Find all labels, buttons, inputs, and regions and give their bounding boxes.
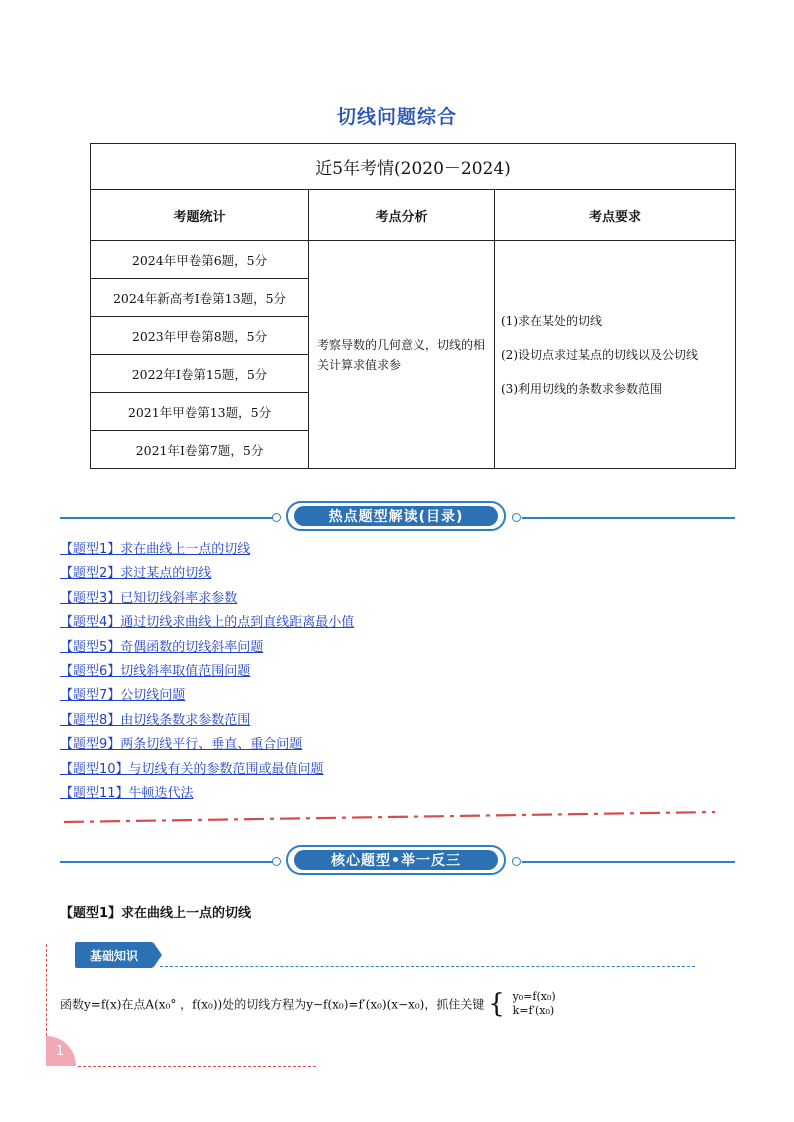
dash-dot-divider	[60, 806, 720, 826]
analysis-cell: 考察导数的几何意义，切线的相关计算求值求参	[309, 241, 495, 469]
basics-dashed-line	[160, 966, 695, 967]
page-number: 1	[56, 1043, 65, 1059]
stat-row: 2021年甲卷第13题，5分	[91, 393, 309, 431]
stat-row: 2021年I卷第7题，5分	[91, 431, 309, 469]
toc-link-7[interactable]: 【题型7】公切线问题	[60, 688, 186, 704]
formula-text: 函数y=f(x)在点A(x₀° ，f(x₀))处的切线方程为y−f(x₀)=f′(x₀)(x−x₀)，抓住关键	[60, 997, 485, 1012]
requirement-item: (1)求在某处的切线	[501, 313, 602, 328]
toc-link-8[interactable]: 【题型8】由切线条数求参数范围	[60, 712, 251, 728]
topic-toc	[60, 540, 354, 808]
stat-row: 2022年I卷第15题，5分	[91, 355, 309, 393]
banner-label: 核心题型•举一反三	[294, 850, 498, 870]
stat-row: 2024年新高考I卷第13题，5分	[91, 279, 309, 317]
formula-line-1: y₀=f(x₀)	[512, 990, 556, 1003]
formula-system	[513, 990, 556, 1018]
stat-row: 2023年甲卷第8题，5分	[91, 317, 309, 355]
page-number-badge	[46, 1036, 76, 1066]
stat-row: 2024年甲卷第6题，5分	[91, 241, 309, 279]
toc-link-2[interactable]: 【题型2】求过某点的切线	[60, 566, 212, 582]
header-stats: 考题统计	[91, 190, 309, 241]
frame-dashed-left	[46, 944, 47, 1036]
banner-pill	[286, 845, 506, 875]
toc-link-11[interactable]: 【题型11】牛顿迭代法	[60, 785, 194, 801]
banner-line-right	[522, 861, 735, 863]
requirements-cell	[495, 241, 736, 469]
banner-line-left	[60, 861, 274, 863]
header-requirements: 考点要求	[495, 190, 736, 241]
toc-link-10[interactable]: 【题型10】与切线有关的参数范围或最值问题	[60, 761, 324, 777]
banner-dot-right	[512, 857, 521, 866]
toc-link-9[interactable]: 【题型9】两条切线平行、垂直、重合问题	[60, 737, 303, 753]
frame-dashed-bottom	[78, 1066, 316, 1067]
basics-label: 基础知识	[89, 948, 138, 963]
header-analysis: 考点分析	[309, 190, 495, 241]
document-title: 切线问题综合	[336, 106, 457, 128]
banner-label: 热点题型解读(目录)	[294, 506, 498, 526]
toc-link-1[interactable]: 【题型1】求在曲线上一点的切线	[60, 542, 251, 557]
banner-dot-left	[272, 857, 281, 866]
banner-core-topics	[0, 844, 794, 880]
section-title: 【题型1】求在曲线上一点的切线	[60, 906, 252, 921]
banner-hot-topics	[0, 500, 794, 536]
toc-link-6[interactable]: 【题型6】切线斜率取值范围问题	[60, 663, 251, 679]
banner-pill	[286, 501, 506, 531]
banner-line-right	[522, 517, 735, 519]
banner-dot-left	[272, 513, 281, 522]
basics-tag	[75, 942, 153, 968]
brace-icon: {	[488, 989, 505, 1019]
requirement-item: (2)设切点求过某点的切线以及公切线	[501, 347, 698, 362]
toc-link-4[interactable]: 【题型4】通过切线求曲线上的点到直线距离最小值	[60, 615, 355, 631]
formula-line-2: k=f′(x₀)	[512, 1004, 555, 1017]
requirement-item: (3)利用切线的条数求参数范围	[501, 381, 662, 396]
table-caption: 近5年考情(2020－2024)	[91, 144, 736, 190]
banner-dot-right	[512, 513, 521, 522]
banner-line-left	[60, 517, 274, 519]
toc-link-5[interactable]: 【题型5】奇偶函数的切线斜率问题	[60, 639, 264, 655]
exam-stats-table	[90, 143, 736, 469]
toc-link-3[interactable]: 【题型3】已知切线斜率求参数	[60, 590, 238, 606]
tangent-formula	[60, 990, 556, 1018]
